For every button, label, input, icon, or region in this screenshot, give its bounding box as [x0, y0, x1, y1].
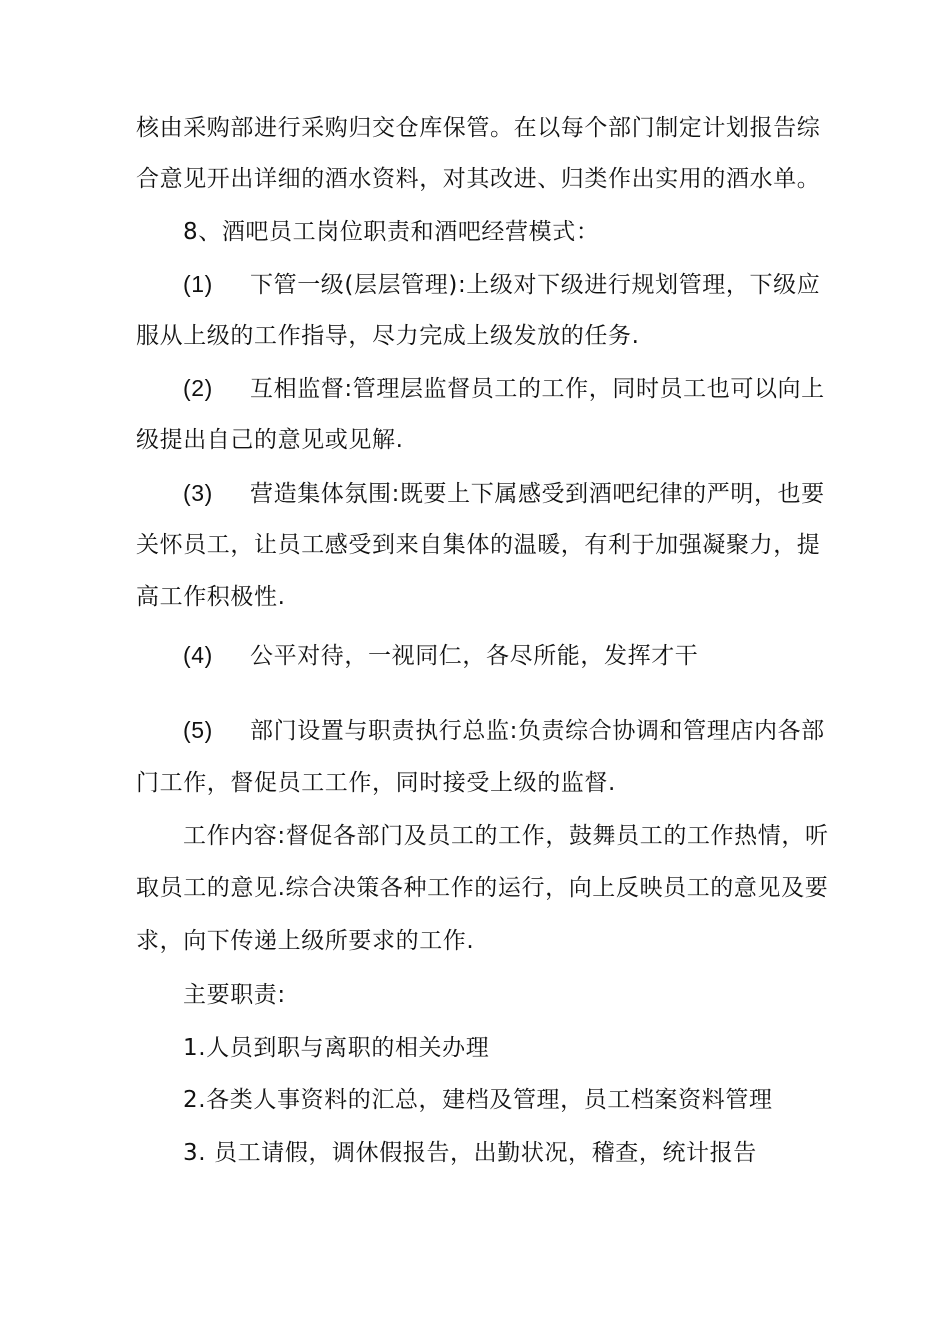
- item-number: (2): [183, 375, 213, 401]
- list-item-4: (4) 公平对待，一视同仁，各尽所能，发挥才干: [183, 642, 699, 669]
- paragraph-line: 高工作积极性.: [136, 584, 286, 610]
- item-number: (3): [183, 480, 213, 506]
- subheading: 主要职责:: [183, 982, 286, 1008]
- list-item-1: (1) 下管一级(层层管理):上级对下级进行规划管理，下级应: [183, 271, 821, 298]
- paragraph-line: 合意见开出详细的酒水资料，对其改进、归类作出实用的酒水单。: [136, 166, 821, 192]
- item-number: (1): [183, 271, 213, 297]
- paragraph-line: 门工作，督促员工工作，同时接受上级的监督.: [136, 770, 616, 796]
- list-item-5: (5) 部门设置与职责执行总监:负责综合协调和管理店内各部: [183, 717, 825, 744]
- list-item-2: (2) 互相监督:管理层监督员工的工作，同时员工也可以向上: [183, 375, 825, 402]
- paragraph-line: 取员工的意见.综合决策各种工作的运行，向上反映员工的意见及要: [136, 875, 829, 901]
- paragraph-line: 求，向下传递上级所要求的工作.: [136, 928, 475, 954]
- item-number: (4): [183, 642, 213, 668]
- item-number: (5): [183, 717, 213, 743]
- paragraph-line: 级提出自己的意见或见解.: [136, 427, 404, 453]
- section-heading: 8、酒吧员工岗位职责和酒吧经营模式：: [183, 219, 600, 245]
- duty-item: 3. 员工请假，调休假报告，出勤状况，稽查，统计报告: [183, 1140, 757, 1166]
- paragraph-line: 关怀员工，让员工感受到来自集体的温暖，有利于加强凝聚力，提: [136, 532, 821, 558]
- paragraph-line: 服从上级的工作指导，尽力完成上级发放的任务.: [136, 323, 640, 349]
- list-item-3: (3) 营造集体氛围:既要上下属感受到酒吧纪律的严明，也要: [183, 480, 825, 507]
- duty-item: 1.人员到职与离职的相关办理: [183, 1035, 490, 1061]
- paragraph-line: 工作内容:督促各部门及员工的工作，鼓舞员工的工作热情，听: [183, 823, 829, 849]
- duty-item: 2.各类人事资料的汇总，建档及管理，员工档案资料管理: [183, 1087, 773, 1113]
- paragraph-line: 核由采购部进行采购归交仓库保管。在以每个部门制定计划报告综: [136, 115, 821, 141]
